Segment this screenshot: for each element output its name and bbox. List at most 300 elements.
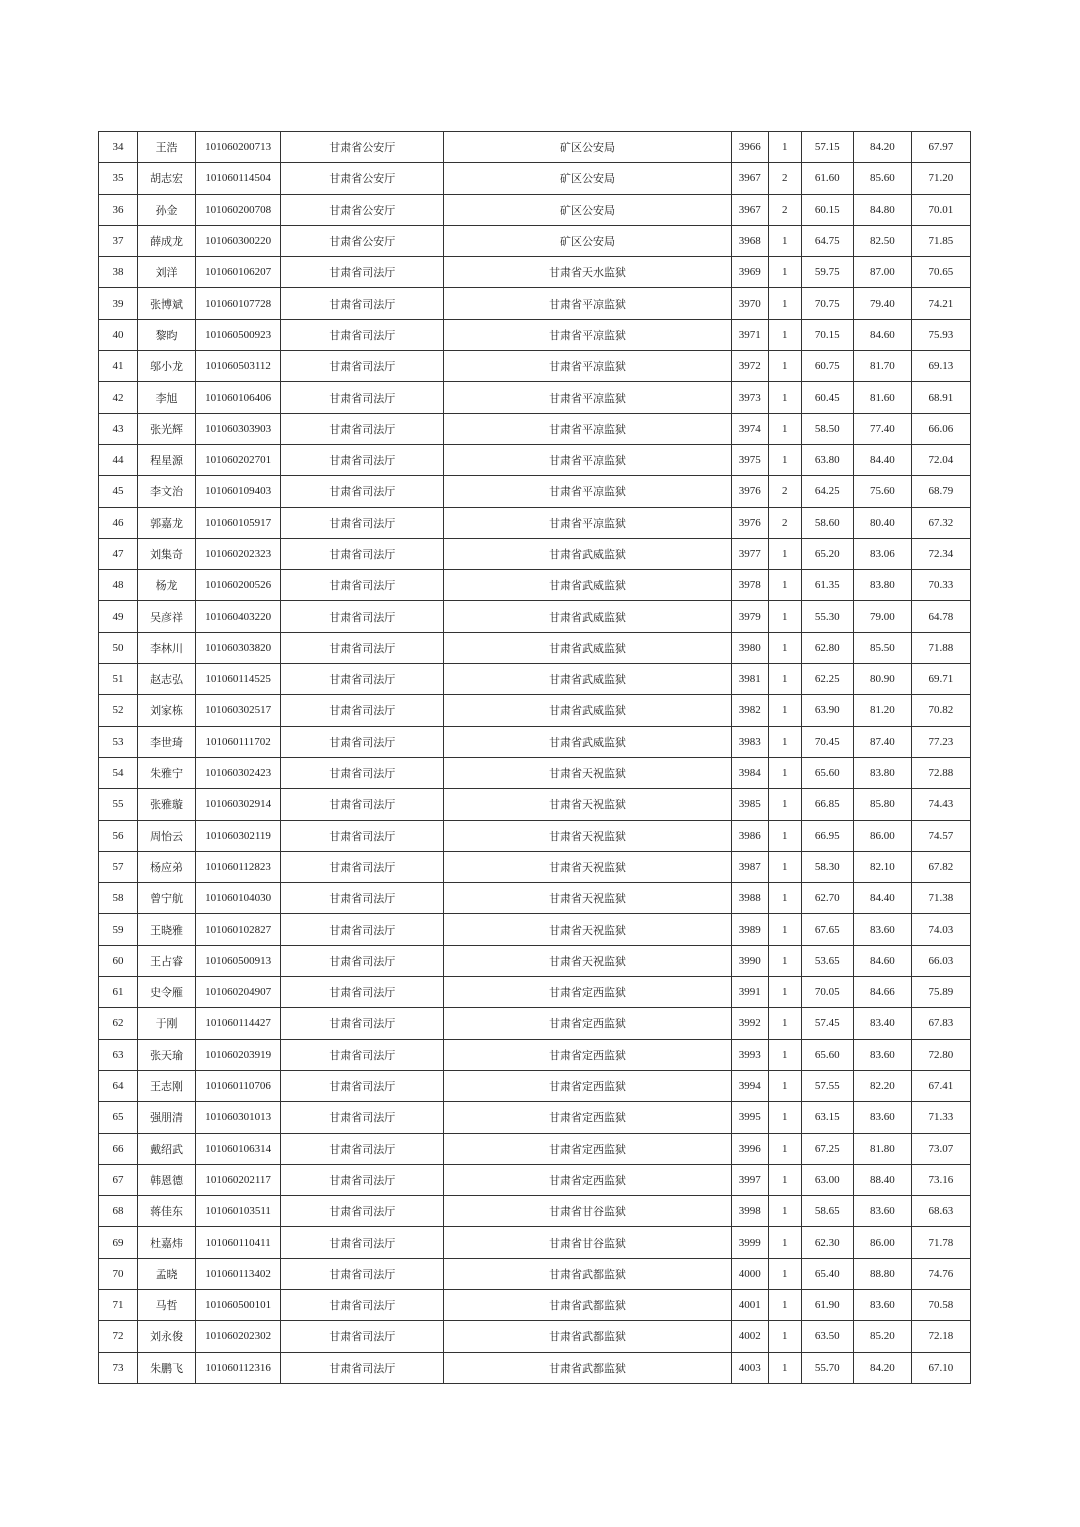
- table-row: [99, 1008, 971, 1039]
- written-score-cell: 67.25: [801, 1133, 853, 1164]
- exam-id-cell: 101060112823: [196, 851, 281, 882]
- position-code-cell: 3979: [731, 601, 768, 632]
- seq-cell: 58: [99, 883, 138, 914]
- written-score-cell: 59.75: [801, 257, 853, 288]
- seq-cell: 44: [99, 444, 138, 475]
- table-row: [99, 664, 971, 695]
- quota-cell: 1: [768, 1289, 801, 1320]
- interview-score-cell: 83.60: [853, 914, 911, 945]
- quota-cell: 1: [768, 288, 801, 319]
- total-score-cell: 73.07: [911, 1133, 970, 1164]
- table-row: [99, 132, 971, 163]
- total-score-cell: 70.58: [911, 1289, 970, 1320]
- total-score-cell: 66.06: [911, 413, 970, 444]
- unit-cell: 甘肃省天祝监狱: [444, 914, 731, 945]
- written-score-cell: 58.30: [801, 851, 853, 882]
- seq-cell: 56: [99, 820, 138, 851]
- total-score-cell: 71.20: [911, 163, 970, 194]
- unit-cell: 甘肃省天祝监狱: [444, 757, 731, 788]
- total-score-cell: 67.10: [911, 1352, 970, 1383]
- exam-id-cell: 101060114504: [196, 163, 281, 194]
- exam-id-cell: 101060107728: [196, 288, 281, 319]
- written-score-cell: 58.60: [801, 507, 853, 538]
- seq-cell: 69: [99, 1227, 138, 1258]
- seq-cell: 72: [99, 1321, 138, 1352]
- exam-id-cell: 101060200708: [196, 194, 281, 225]
- table-row: [99, 1070, 971, 1101]
- department-cell: 甘肃省司法厅: [281, 914, 444, 945]
- written-score-cell: 64.75: [801, 225, 853, 256]
- interview-score-cell: 86.00: [853, 1227, 911, 1258]
- exam-id-cell: 101060113402: [196, 1258, 281, 1289]
- total-score-cell: 72.88: [911, 757, 970, 788]
- seq-cell: 47: [99, 538, 138, 569]
- table-row: [99, 945, 971, 976]
- table-row: [99, 570, 971, 601]
- quota-cell: 1: [768, 538, 801, 569]
- seq-cell: 49: [99, 601, 138, 632]
- unit-cell: 甘肃省武威监狱: [444, 570, 731, 601]
- table-row: [99, 319, 971, 350]
- unit-cell: 甘肃省平凉监狱: [444, 507, 731, 538]
- name-cell: 曾宁航: [138, 883, 196, 914]
- position-code-cell: 3999: [731, 1227, 768, 1258]
- total-score-cell: 70.82: [911, 695, 970, 726]
- interview-score-cell: 84.20: [853, 1352, 911, 1383]
- seq-cell: 67: [99, 1164, 138, 1195]
- exam-id-cell: 101060105917: [196, 507, 281, 538]
- quota-cell: 1: [768, 1321, 801, 1352]
- unit-cell: 矿区公安局: [444, 225, 731, 256]
- name-cell: 程星源: [138, 444, 196, 475]
- position-code-cell: 3997: [731, 1164, 768, 1195]
- department-cell: 甘肃省司法厅: [281, 1164, 444, 1195]
- total-score-cell: 74.57: [911, 820, 970, 851]
- department-cell: 甘肃省公安厅: [281, 163, 444, 194]
- unit-cell: 甘肃省平凉监狱: [444, 351, 731, 382]
- name-cell: 刘洋: [138, 257, 196, 288]
- department-cell: 甘肃省司法厅: [281, 507, 444, 538]
- written-score-cell: 57.15: [801, 132, 853, 163]
- interview-score-cell: 75.60: [853, 476, 911, 507]
- name-cell: 于刚: [138, 1008, 196, 1039]
- name-cell: 胡志宏: [138, 163, 196, 194]
- interview-score-cell: 83.80: [853, 570, 911, 601]
- position-code-cell: 3975: [731, 444, 768, 475]
- department-cell: 甘肃省司法厅: [281, 1289, 444, 1320]
- name-cell: 朱雅宁: [138, 757, 196, 788]
- name-cell: 李文治: [138, 476, 196, 507]
- table-row: [99, 601, 971, 632]
- unit-cell: 甘肃省平凉监狱: [444, 476, 731, 507]
- total-score-cell: 74.03: [911, 914, 970, 945]
- written-score-cell: 63.00: [801, 1164, 853, 1195]
- seq-cell: 68: [99, 1196, 138, 1227]
- written-score-cell: 64.25: [801, 476, 853, 507]
- seq-cell: 51: [99, 664, 138, 695]
- exam-id-cell: 101060302119: [196, 820, 281, 851]
- table-row: [99, 507, 971, 538]
- department-cell: 甘肃省司法厅: [281, 883, 444, 914]
- seq-cell: 71: [99, 1289, 138, 1320]
- name-cell: 周怡云: [138, 820, 196, 851]
- name-cell: 张博斌: [138, 288, 196, 319]
- interview-score-cell: 79.40: [853, 288, 911, 319]
- quota-cell: 1: [768, 1258, 801, 1289]
- name-cell: 李世琦: [138, 726, 196, 757]
- position-code-cell: 4002: [731, 1321, 768, 1352]
- position-code-cell: 3984: [731, 757, 768, 788]
- table-row: [99, 977, 971, 1008]
- department-cell: 甘肃省司法厅: [281, 945, 444, 976]
- written-score-cell: 60.75: [801, 351, 853, 382]
- written-score-cell: 62.25: [801, 664, 853, 695]
- name-cell: 张天瑜: [138, 1039, 196, 1070]
- written-score-cell: 65.40: [801, 1258, 853, 1289]
- position-code-cell: 3989: [731, 914, 768, 945]
- name-cell: 邬小龙: [138, 351, 196, 382]
- written-score-cell: 57.45: [801, 1008, 853, 1039]
- total-score-cell: 68.79: [911, 476, 970, 507]
- exam-id-cell: 101060103511: [196, 1196, 281, 1227]
- seq-cell: 64: [99, 1070, 138, 1101]
- written-score-cell: 65.60: [801, 1039, 853, 1070]
- department-cell: 甘肃省司法厅: [281, 1039, 444, 1070]
- department-cell: 甘肃省司法厅: [281, 1133, 444, 1164]
- quota-cell: 1: [768, 945, 801, 976]
- department-cell: 甘肃省司法厅: [281, 538, 444, 569]
- written-score-cell: 66.95: [801, 820, 853, 851]
- position-code-cell: 3966: [731, 132, 768, 163]
- written-score-cell: 70.45: [801, 726, 853, 757]
- quota-cell: 1: [768, 726, 801, 757]
- quota-cell: 2: [768, 163, 801, 194]
- interview-score-cell: 88.80: [853, 1258, 911, 1289]
- unit-cell: 甘肃省天水监狱: [444, 257, 731, 288]
- total-score-cell: 68.63: [911, 1196, 970, 1227]
- seq-cell: 55: [99, 789, 138, 820]
- interview-score-cell: 83.60: [853, 1196, 911, 1227]
- table-row: [99, 1258, 971, 1289]
- quota-cell: 1: [768, 1164, 801, 1195]
- unit-cell: 甘肃省天祝监狱: [444, 945, 731, 976]
- name-cell: 史令雁: [138, 977, 196, 1008]
- table-row: [99, 1133, 971, 1164]
- position-code-cell: 3990: [731, 945, 768, 976]
- written-score-cell: 58.65: [801, 1196, 853, 1227]
- department-cell: 甘肃省司法厅: [281, 851, 444, 882]
- written-score-cell: 55.70: [801, 1352, 853, 1383]
- interview-score-cell: 84.60: [853, 319, 911, 350]
- department-cell: 甘肃省司法厅: [281, 351, 444, 382]
- interview-score-cell: 84.66: [853, 977, 911, 1008]
- unit-cell: 矿区公安局: [444, 194, 731, 225]
- exam-id-cell: 101060303903: [196, 413, 281, 444]
- position-code-cell: 3995: [731, 1102, 768, 1133]
- quota-cell: 1: [768, 257, 801, 288]
- department-cell: 甘肃省司法厅: [281, 601, 444, 632]
- seq-cell: 48: [99, 570, 138, 601]
- written-score-cell: 53.65: [801, 945, 853, 976]
- department-cell: 甘肃省司法厅: [281, 1227, 444, 1258]
- department-cell: 甘肃省司法厅: [281, 695, 444, 726]
- unit-cell: 甘肃省定西监狱: [444, 1133, 731, 1164]
- quota-cell: 1: [768, 1070, 801, 1101]
- seq-cell: 43: [99, 413, 138, 444]
- unit-cell: 甘肃省武威监狱: [444, 632, 731, 663]
- written-score-cell: 70.75: [801, 288, 853, 319]
- exam-id-cell: 101060202701: [196, 444, 281, 475]
- exam-id-cell: 101060303820: [196, 632, 281, 663]
- name-cell: 李旭: [138, 382, 196, 413]
- unit-cell: 甘肃省平凉监狱: [444, 444, 731, 475]
- written-score-cell: 61.35: [801, 570, 853, 601]
- table-row: [99, 726, 971, 757]
- exam-id-cell: 101060300220: [196, 225, 281, 256]
- interview-score-cell: 84.40: [853, 444, 911, 475]
- table-row: [99, 1164, 971, 1195]
- department-cell: 甘肃省司法厅: [281, 1008, 444, 1039]
- exam-id-cell: 101060204907: [196, 977, 281, 1008]
- department-cell: 甘肃省司法厅: [281, 1321, 444, 1352]
- written-score-cell: 63.15: [801, 1102, 853, 1133]
- position-code-cell: 3986: [731, 820, 768, 851]
- interview-score-cell: 81.70: [853, 351, 911, 382]
- interview-score-cell: 83.80: [853, 757, 911, 788]
- position-code-cell: 3976: [731, 476, 768, 507]
- exam-id-cell: 101060202323: [196, 538, 281, 569]
- name-cell: 赵志弘: [138, 664, 196, 695]
- position-code-cell: 3969: [731, 257, 768, 288]
- total-score-cell: 70.33: [911, 570, 970, 601]
- interview-score-cell: 80.90: [853, 664, 911, 695]
- unit-cell: 矿区公安局: [444, 132, 731, 163]
- table-row: [99, 820, 971, 851]
- exam-id-cell: 101060500923: [196, 319, 281, 350]
- table-row: [99, 757, 971, 788]
- unit-cell: 甘肃省定西监狱: [444, 1102, 731, 1133]
- table-row: [99, 1039, 971, 1070]
- department-cell: 甘肃省司法厅: [281, 570, 444, 601]
- table-row: [99, 789, 971, 820]
- unit-cell: 甘肃省定西监狱: [444, 1039, 731, 1070]
- written-score-cell: 65.60: [801, 757, 853, 788]
- position-code-cell: 3987: [731, 851, 768, 882]
- total-score-cell: 67.97: [911, 132, 970, 163]
- exam-id-cell: 101060500913: [196, 945, 281, 976]
- table-row: [99, 914, 971, 945]
- name-cell: 李林川: [138, 632, 196, 663]
- seq-cell: 36: [99, 194, 138, 225]
- interview-score-cell: 83.06: [853, 538, 911, 569]
- total-score-cell: 72.04: [911, 444, 970, 475]
- position-code-cell: 3973: [731, 382, 768, 413]
- seq-cell: 63: [99, 1039, 138, 1070]
- unit-cell: 甘肃省武威监狱: [444, 726, 731, 757]
- position-code-cell: 3970: [731, 288, 768, 319]
- name-cell: 杨应弟: [138, 851, 196, 882]
- written-score-cell: 62.30: [801, 1227, 853, 1258]
- total-score-cell: 70.01: [911, 194, 970, 225]
- table-row: [99, 632, 971, 663]
- total-score-cell: 68.91: [911, 382, 970, 413]
- quota-cell: 1: [768, 789, 801, 820]
- unit-cell: 甘肃省定西监狱: [444, 1164, 731, 1195]
- seq-cell: 54: [99, 757, 138, 788]
- name-cell: 刘家栋: [138, 695, 196, 726]
- interview-score-cell: 80.40: [853, 507, 911, 538]
- total-score-cell: 64.78: [911, 601, 970, 632]
- table-row: [99, 695, 971, 726]
- exam-id-cell: 101060106406: [196, 382, 281, 413]
- quota-cell: 2: [768, 476, 801, 507]
- written-score-cell: 63.80: [801, 444, 853, 475]
- table-row: [99, 1289, 971, 1320]
- exam-id-cell: 101060111702: [196, 726, 281, 757]
- quota-cell: 1: [768, 1133, 801, 1164]
- seq-cell: 53: [99, 726, 138, 757]
- table-row: [99, 1102, 971, 1133]
- total-score-cell: 70.65: [911, 257, 970, 288]
- interview-score-cell: 77.40: [853, 413, 911, 444]
- seq-cell: 45: [99, 476, 138, 507]
- name-cell: 刘集奇: [138, 538, 196, 569]
- seq-cell: 41: [99, 351, 138, 382]
- written-score-cell: 61.90: [801, 1289, 853, 1320]
- quota-cell: 1: [768, 413, 801, 444]
- quota-cell: 1: [768, 1196, 801, 1227]
- unit-cell: 甘肃省平凉监狱: [444, 288, 731, 319]
- total-score-cell: 75.89: [911, 977, 970, 1008]
- total-score-cell: 72.34: [911, 538, 970, 569]
- total-score-cell: 72.18: [911, 1321, 970, 1352]
- name-cell: 杨龙: [138, 570, 196, 601]
- name-cell: 戴绍武: [138, 1133, 196, 1164]
- interview-score-cell: 84.40: [853, 883, 911, 914]
- unit-cell: 甘肃省平凉监狱: [444, 382, 731, 413]
- total-score-cell: 71.78: [911, 1227, 970, 1258]
- table-row: [99, 163, 971, 194]
- table-row: [99, 1227, 971, 1258]
- name-cell: 郭嘉龙: [138, 507, 196, 538]
- unit-cell: 甘肃省武威监狱: [444, 664, 731, 695]
- seq-cell: 70: [99, 1258, 138, 1289]
- exam-id-cell: 101060114525: [196, 664, 281, 695]
- name-cell: 强朋清: [138, 1102, 196, 1133]
- table-row: [99, 883, 971, 914]
- table-row: [99, 257, 971, 288]
- table-row: [99, 476, 971, 507]
- interview-score-cell: 79.00: [853, 601, 911, 632]
- quota-cell: 1: [768, 851, 801, 882]
- department-cell: 甘肃省司法厅: [281, 789, 444, 820]
- quota-cell: 1: [768, 225, 801, 256]
- written-score-cell: 70.15: [801, 319, 853, 350]
- unit-cell: 甘肃省天祝监狱: [444, 820, 731, 851]
- written-score-cell: 60.15: [801, 194, 853, 225]
- quota-cell: 2: [768, 507, 801, 538]
- interview-score-cell: 83.40: [853, 1008, 911, 1039]
- name-cell: 张雅璇: [138, 789, 196, 820]
- seq-cell: 50: [99, 632, 138, 663]
- interview-score-cell: 82.20: [853, 1070, 911, 1101]
- quota-cell: 1: [768, 132, 801, 163]
- position-code-cell: 3967: [731, 194, 768, 225]
- exam-id-cell: 101060302914: [196, 789, 281, 820]
- interview-score-cell: 85.80: [853, 789, 911, 820]
- department-cell: 甘肃省司法厅: [281, 1102, 444, 1133]
- interview-score-cell: 88.40: [853, 1164, 911, 1195]
- name-cell: 蒋佳东: [138, 1196, 196, 1227]
- exam-id-cell: 101060302423: [196, 757, 281, 788]
- department-cell: 甘肃省司法厅: [281, 820, 444, 851]
- exam-id-cell: 101060106207: [196, 257, 281, 288]
- interview-score-cell: 83.60: [853, 1039, 911, 1070]
- exam-id-cell: 101060200713: [196, 132, 281, 163]
- quota-cell: 1: [768, 695, 801, 726]
- department-cell: 甘肃省公安厅: [281, 194, 444, 225]
- exam-id-cell: 101060202302: [196, 1321, 281, 1352]
- interview-score-cell: 81.60: [853, 382, 911, 413]
- department-cell: 甘肃省司法厅: [281, 664, 444, 695]
- position-code-cell: 3985: [731, 789, 768, 820]
- table-row: [99, 382, 971, 413]
- exam-id-cell: 101060104030: [196, 883, 281, 914]
- written-score-cell: 62.80: [801, 632, 853, 663]
- written-score-cell: 63.50: [801, 1321, 853, 1352]
- unit-cell: 甘肃省天祝监狱: [444, 789, 731, 820]
- seq-cell: 73: [99, 1352, 138, 1383]
- table-row: [99, 194, 971, 225]
- quota-cell: 1: [768, 1352, 801, 1383]
- name-cell: 孟晓: [138, 1258, 196, 1289]
- seq-cell: 52: [99, 695, 138, 726]
- quota-cell: 1: [768, 757, 801, 788]
- interview-score-cell: 84.60: [853, 945, 911, 976]
- exam-id-cell: 101060112316: [196, 1352, 281, 1383]
- total-score-cell: 71.38: [911, 883, 970, 914]
- total-score-cell: 69.13: [911, 351, 970, 382]
- exam-id-cell: 101060203919: [196, 1039, 281, 1070]
- position-code-cell: 4003: [731, 1352, 768, 1383]
- seq-cell: 42: [99, 382, 138, 413]
- quota-cell: 1: [768, 632, 801, 663]
- unit-cell: 甘肃省定西监狱: [444, 1008, 731, 1039]
- unit-cell: 甘肃省武威监狱: [444, 601, 731, 632]
- written-score-cell: 61.60: [801, 163, 853, 194]
- unit-cell: 甘肃省武都监狱: [444, 1258, 731, 1289]
- position-code-cell: 3976: [731, 507, 768, 538]
- exam-id-cell: 101060109403: [196, 476, 281, 507]
- exam-id-cell: 101060102827: [196, 914, 281, 945]
- unit-cell: 甘肃省武都监狱: [444, 1321, 731, 1352]
- unit-cell: 甘肃省武都监狱: [444, 1289, 731, 1320]
- table-row: [99, 413, 971, 444]
- position-code-cell: 3982: [731, 695, 768, 726]
- total-score-cell: 67.82: [911, 851, 970, 882]
- seq-cell: 59: [99, 914, 138, 945]
- total-score-cell: 67.41: [911, 1070, 970, 1101]
- department-cell: 甘肃省司法厅: [281, 1196, 444, 1227]
- position-code-cell: 3994: [731, 1070, 768, 1101]
- exam-id-cell: 101060500101: [196, 1289, 281, 1320]
- seq-cell: 34: [99, 132, 138, 163]
- position-code-cell: 3977: [731, 538, 768, 569]
- quota-cell: 1: [768, 820, 801, 851]
- position-code-cell: 3971: [731, 319, 768, 350]
- total-score-cell: 72.80: [911, 1039, 970, 1070]
- written-score-cell: 67.65: [801, 914, 853, 945]
